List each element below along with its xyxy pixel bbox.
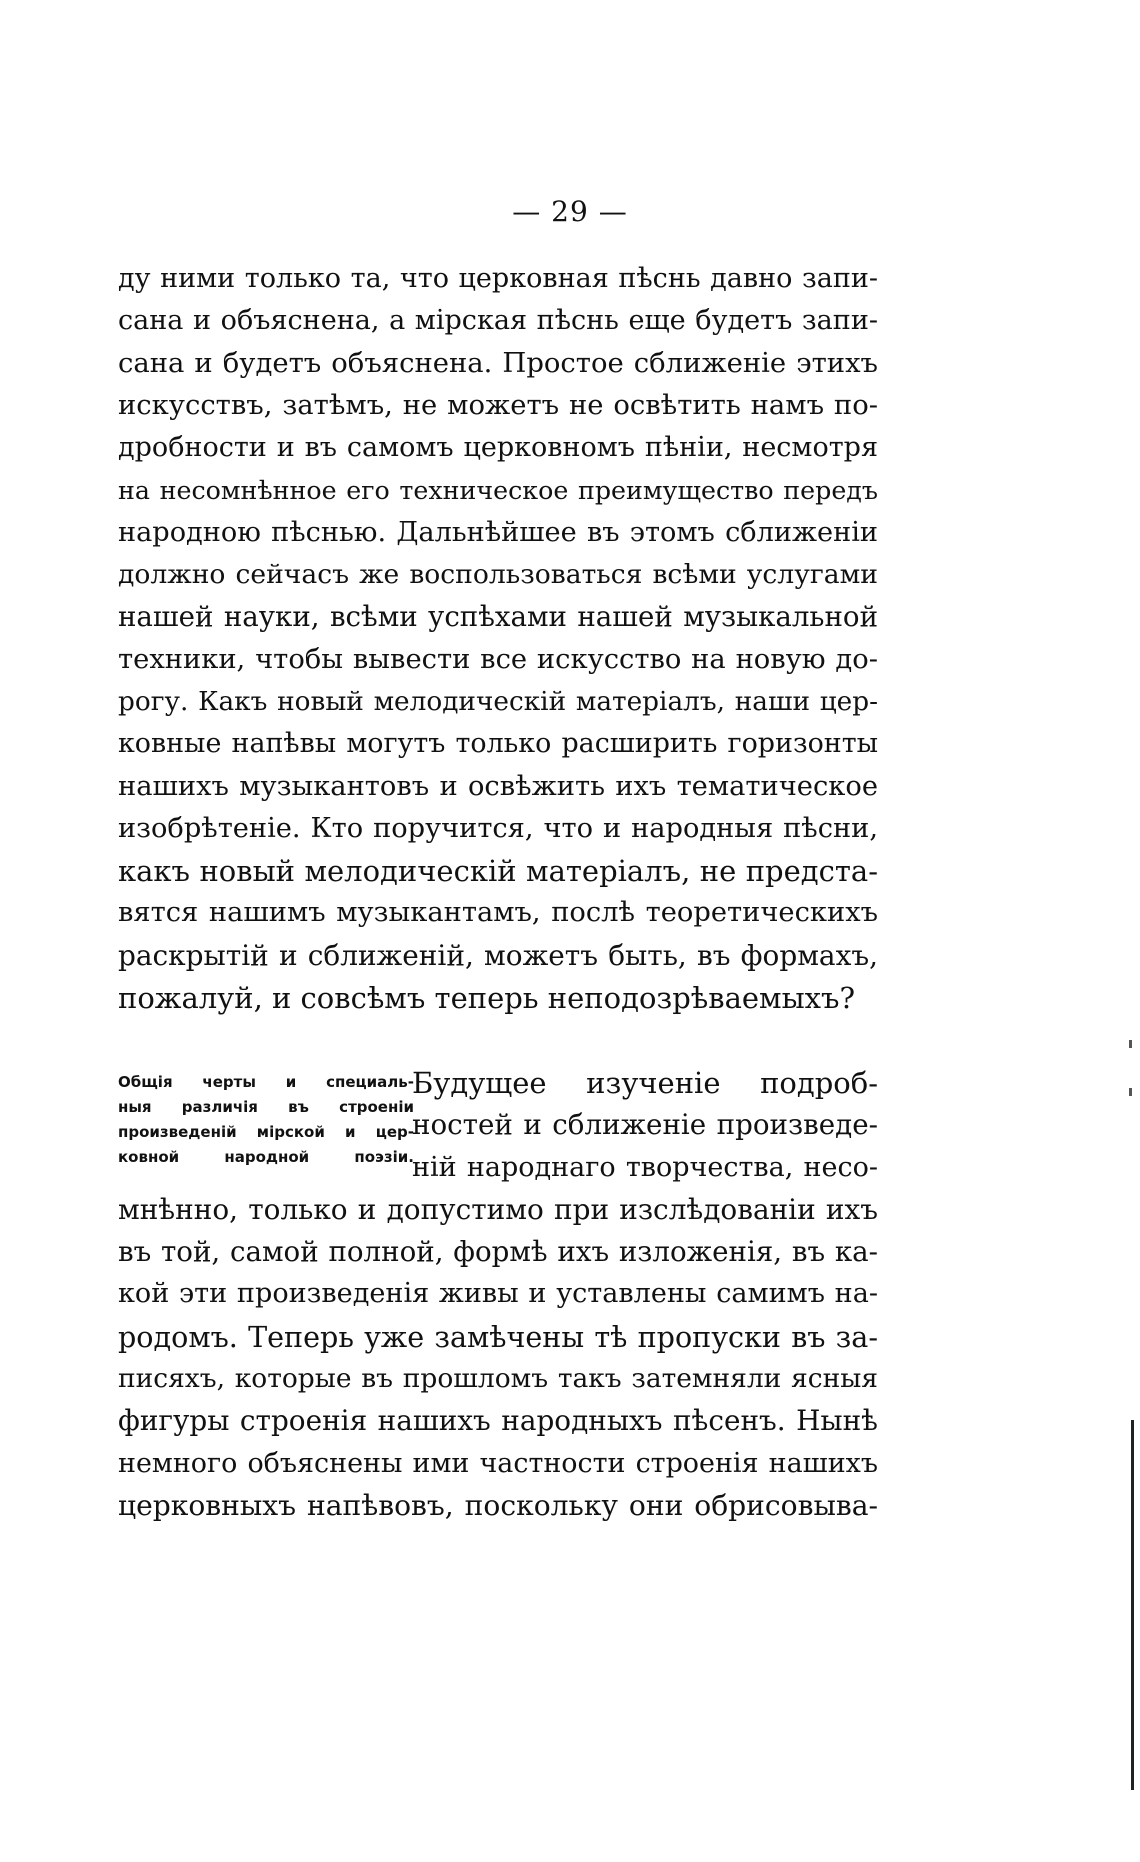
text-line: нашихъ музыкантовъ и освѣжить ихъ тематическое — [118, 770, 878, 802]
text-line: мнѣнно, только и допустимо при изслѣдованіи ихъ — [118, 1192, 878, 1226]
page-number: — 29 — — [512, 195, 628, 228]
text-line: кой эти произведенія живы и уставлены самимъ на- — [118, 1278, 878, 1310]
text-line: сана и объяснена, а мірская пѣснь еще будетъ запи- — [118, 305, 878, 337]
text-line: Будущее изученіе подроб- — [412, 1066, 878, 1100]
text-line: немного объяснены ими частности строенія нашихъ — [118, 1447, 878, 1479]
text-line: искусствъ, затѣмъ, не можетъ не освѣтить намъ по- — [118, 389, 878, 421]
text-line: должно сейчасъ же воспользоваться всѣми услугами — [118, 559, 878, 591]
text-line: на несомнѣнное его техническое преимущество передъ — [118, 475, 878, 506]
page-edge-line — [1131, 1420, 1134, 1790]
text-line: ду ними только та, что церковная пѣснь давно запи- — [118, 263, 878, 294]
text-line: техники, чтобы вывести все искусство на новую до- — [118, 643, 878, 675]
paragraph-continued — [118, 258, 878, 1019]
scan-artifact — [1129, 1088, 1132, 1096]
text-line: ній народнаго творчества, несо- — [412, 1151, 878, 1183]
text-line: сана и будетъ объяснена. Простое сближеніе этихъ — [118, 347, 878, 379]
text-line: пожалуй, и совсѣмъ теперь неподозрѣваемыхъ? — [118, 981, 856, 1016]
marginal-note-line: ныя различія въ строеніи — [118, 1098, 414, 1116]
text-line: церковныхъ напѣвовъ, поскольку они обрисовыва- — [118, 1488, 878, 1522]
text-line: изобрѣтеніе. Кто поручится, что и народныя пѣсни, — [118, 812, 878, 844]
marginal-note-line: ковной народной поэзіи. — [118, 1148, 414, 1166]
text-line: народною пѣснью. Дальнѣйшее въ этомъ сближеніи — [118, 516, 878, 548]
text-line: фигуры строенія нашихъ народныхъ пѣсенъ. Нынѣ — [118, 1404, 878, 1438]
text-line: нашей науки, всѣми успѣхами нашей музыкальной — [118, 600, 878, 634]
paragraph-main — [118, 1062, 878, 1527]
marginal-note-line: произведеній мірской и цер- — [118, 1123, 414, 1141]
text-line: ностей и сближеніе произведе- — [412, 1108, 878, 1142]
text-line: въ той, самой полной, формѣ ихъ изложенія, въ ка- — [118, 1235, 878, 1269]
text-line: дробности и въ самомъ церковномъ пѣніи, несмотря — [118, 432, 878, 464]
scan-artifact — [1129, 1040, 1132, 1048]
text-line: раскрытій и сближеній, можетъ быть, въ формахъ, — [118, 938, 878, 972]
text-line: рогу. Какъ новый мелодическій матеріалъ, наши цер- — [118, 686, 878, 717]
text-line: родомъ. Теперь уже замѣчены тѣ пропуски въ за- — [118, 1319, 878, 1354]
text-line: ковные напѣвы могутъ только расширить горизонты — [118, 728, 878, 760]
text-line: писяхъ, которые въ прошломъ такъ затемняли ясныя — [118, 1363, 878, 1395]
text-line: какъ новый мелодическій матеріалъ, не предста- — [118, 854, 878, 889]
marginal-note-line: Общія черты и специаль- — [118, 1073, 414, 1091]
text-line: вятся нашимъ музыкантамъ, послѣ теоретическихъ — [118, 897, 878, 929]
